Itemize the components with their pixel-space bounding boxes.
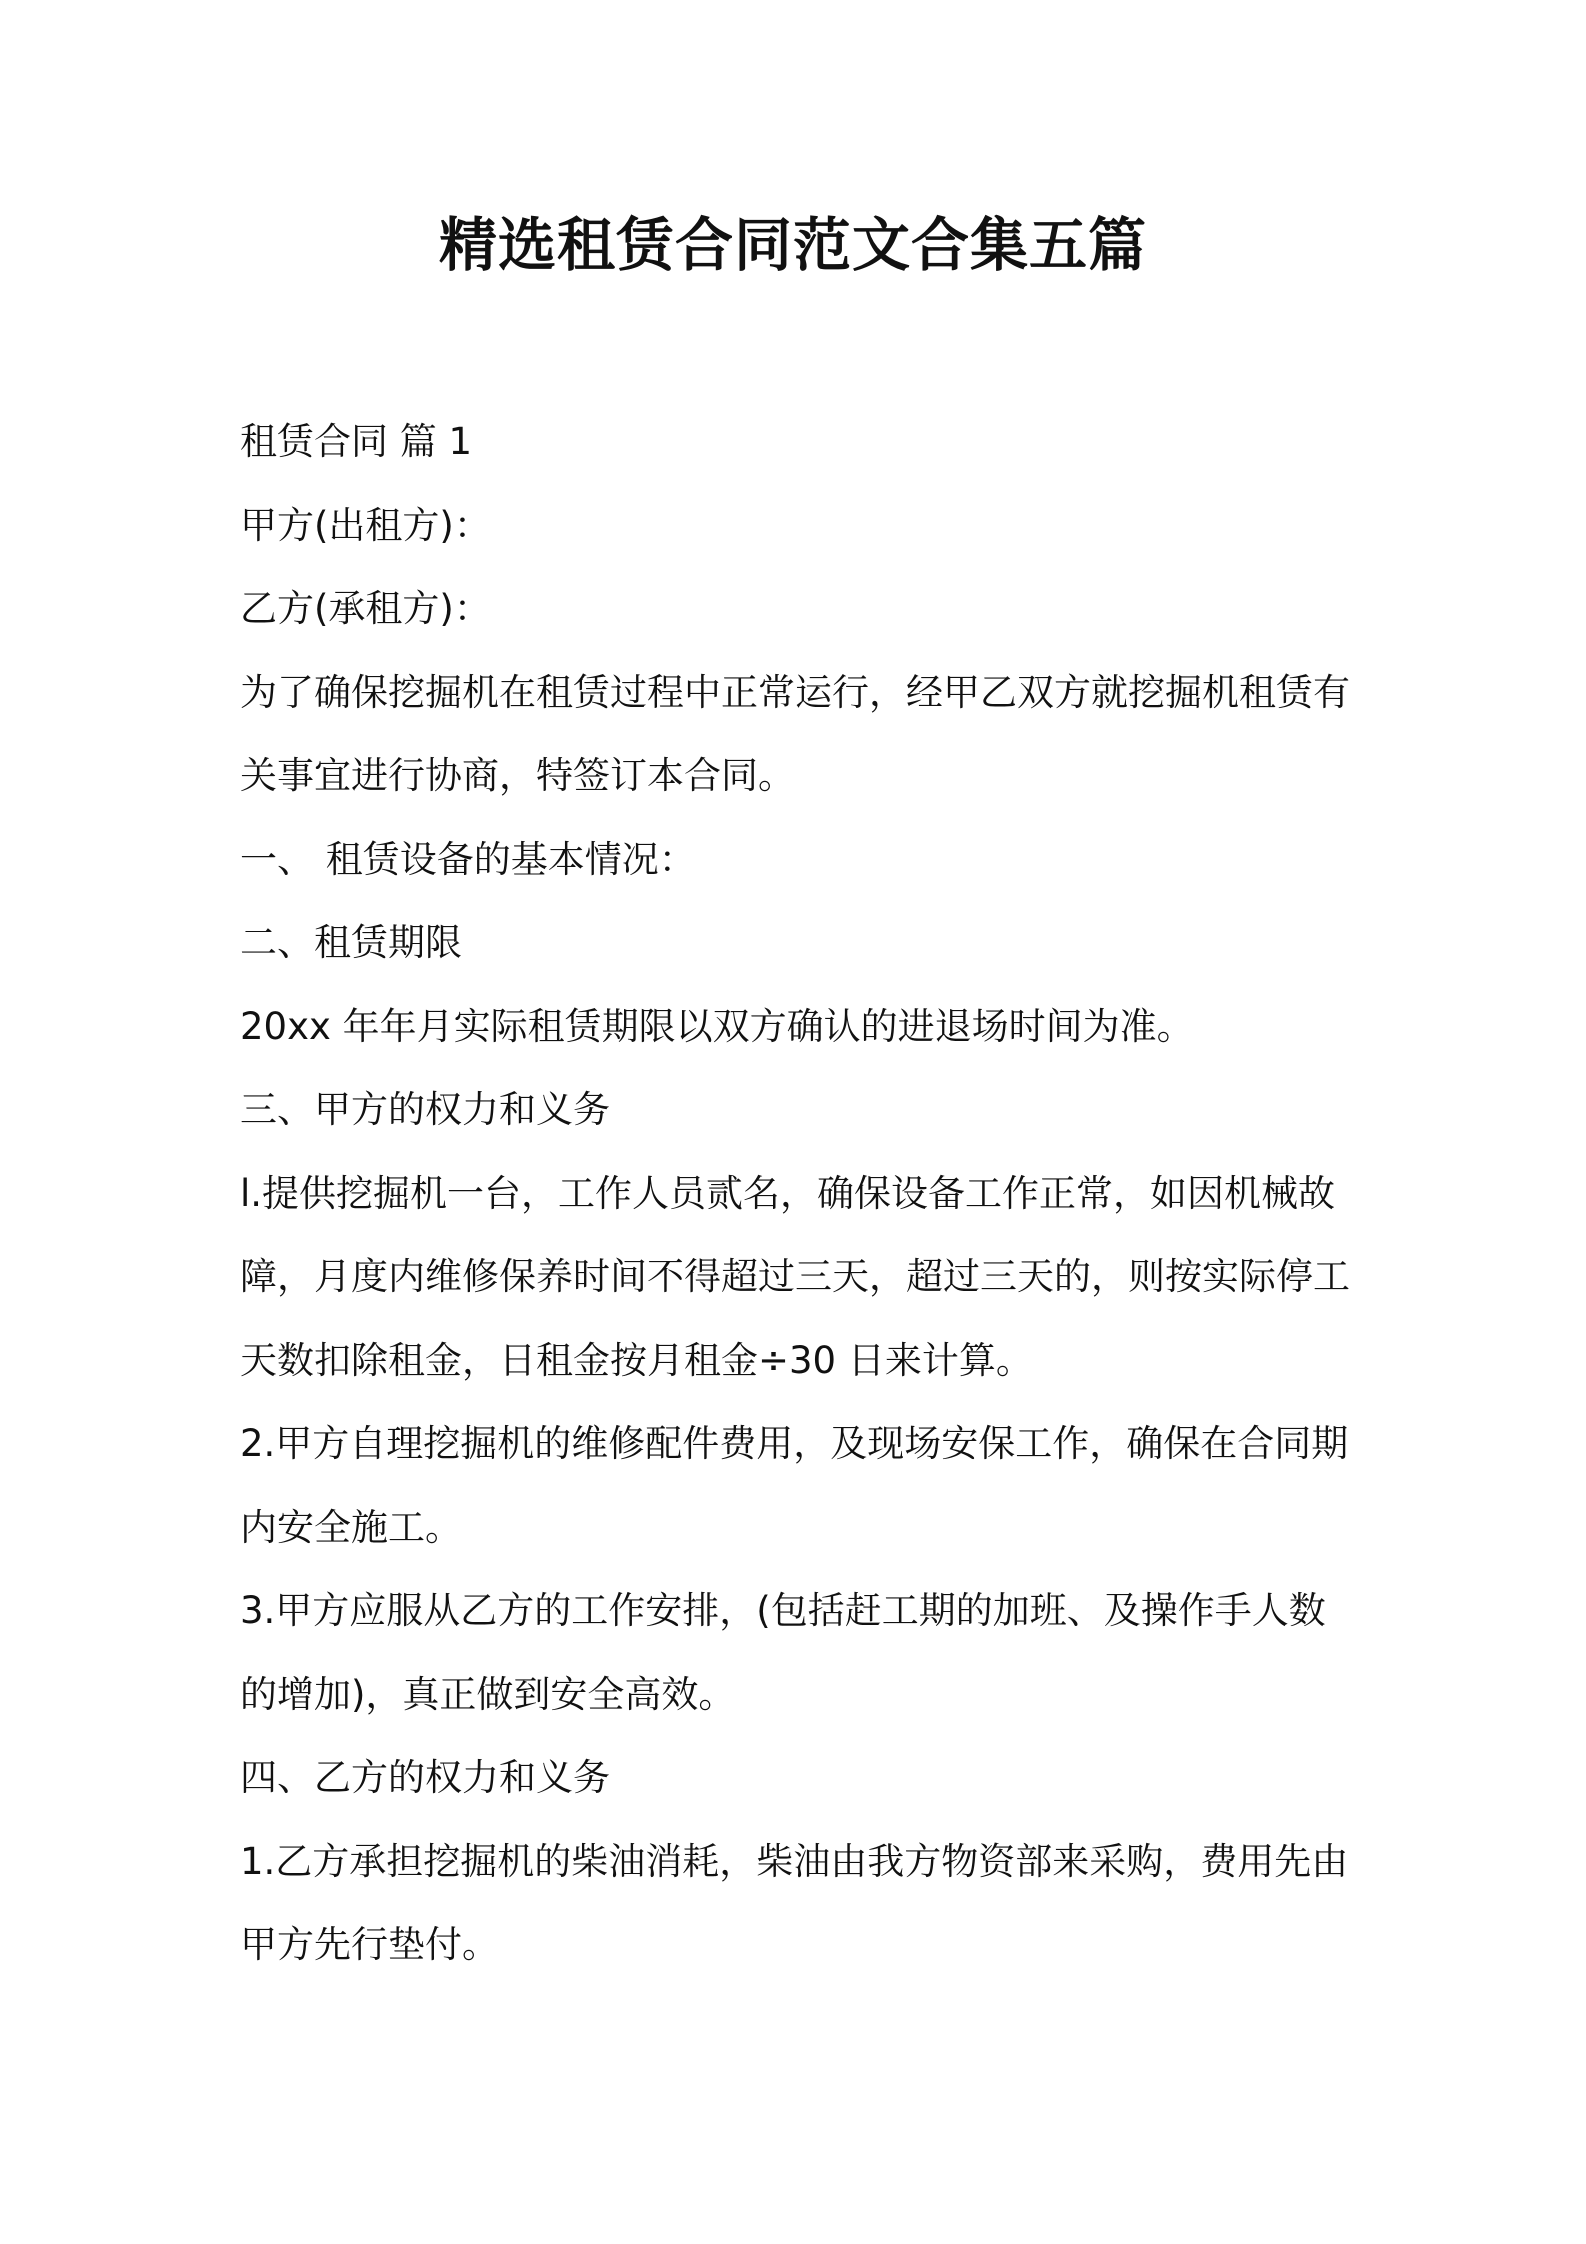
clause-heading-4: 四、乙方的权力和义务 bbox=[240, 1756, 610, 1799]
paragraph-line: 1.乙方承担挖掘机的柴油消耗，柴油由我方物资部来采购，费用先由 bbox=[240, 1839, 1349, 1883]
document-title: 精选租赁合同范文合集五篇 bbox=[438, 211, 1147, 279]
paragraph-line: 的增加)，真正做到安全高效。 bbox=[240, 1672, 736, 1716]
paragraph-line: 关事宜进行协商，特签订本合同。 bbox=[240, 754, 795, 797]
paragraph-line: 20xx 年年月实际租赁期限以双方确认的进退场时间为准。 bbox=[240, 1004, 1194, 1048]
clause-heading-2: 二、租赁期限 bbox=[240, 921, 462, 964]
section-heading-contract-1: 租赁合同 篇 1 bbox=[240, 420, 473, 463]
paragraph-line: 内安全施工。 bbox=[240, 1505, 462, 1549]
party-a-line: 甲方(出租方)： bbox=[240, 503, 491, 547]
paragraph-line: 为了确保挖掘机在租赁过程中正常运行，经甲乙双方就挖掘机租赁有 bbox=[240, 670, 1350, 714]
clause-heading-3: 三、甲方的权力和义务 bbox=[240, 1088, 610, 1131]
paragraph-line: 障，月度内维修保养时间不得超过三天，超过三天的，则按实际停工 bbox=[240, 1255, 1350, 1298]
clause-heading-1: 一、 租赁设备的基本情况： bbox=[240, 837, 696, 881]
paragraph-line: 天数扣除租金，日租金按月租金÷30 日来计算。 bbox=[240, 1338, 1033, 1382]
party-b-line: 乙方(承租方)： bbox=[240, 587, 491, 630]
paragraph-line: 3.甲方应服从乙方的工作安排，(包括赶工期的加班、及操作手人数 bbox=[240, 1589, 1326, 1632]
paragraph-line: l.提供挖掘机一台，工作人员贰名，确保设备工作正常，如因机械故 bbox=[240, 1171, 1336, 1215]
paragraph-line: 甲方先行垫付。 bbox=[240, 1923, 499, 1966]
document-body bbox=[240, 400, 1365, 1987]
paragraph-line: 2.甲方自理挖掘机的维修配件费用，及现场安保工作，确保在合同期 bbox=[240, 1422, 1349, 1465]
